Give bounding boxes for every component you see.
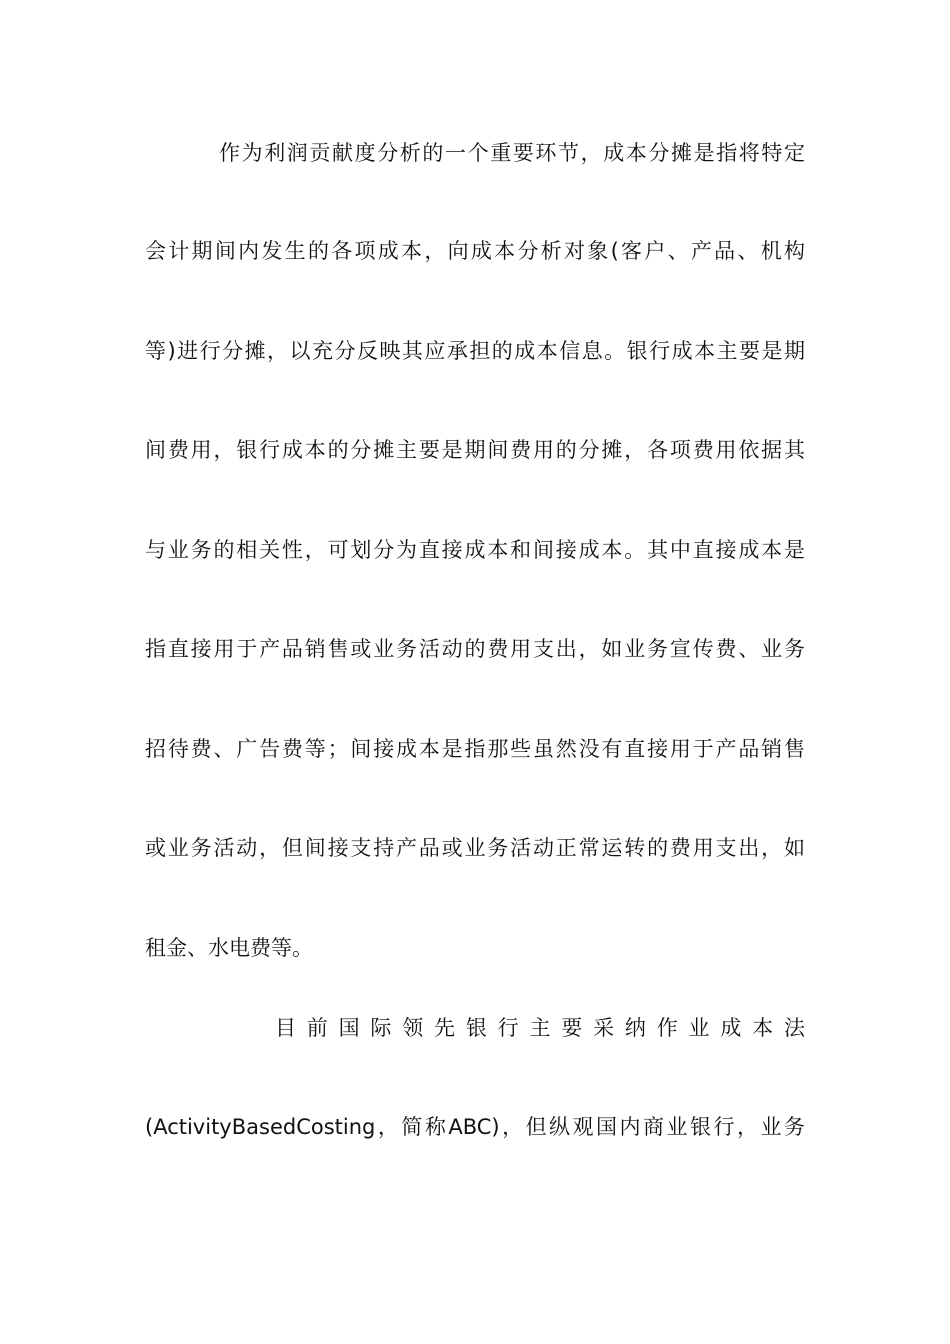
paragraph-1-line-3: 等)进行分摊，以充分反映其应承担的成本信息。银行成本主要是期: [145, 339, 805, 363]
paragraph-1-line-2: 会计期间内发生的各项成本，向成本分析对象(客户、产品、机构: [145, 239, 805, 263]
paragraph-2-line-1: 目前国际领先银行主要采纳作业成本法: [275, 1016, 805, 1040]
paragraph-2-line-2: (ActivityBasedCosting，简称ABC)，但纵观国内商业银行，业务: [145, 1115, 805, 1139]
paragraph-1-line-8: 或业务活动，但间接支持产品或业务活动正常运转的费用支出，如: [145, 836, 805, 860]
paragraph-1-line-9: 租金、水电费等。: [145, 936, 313, 960]
paragraph-1-line-7: 招待费、广告费等；间接成本是指那些虽然没有直接用于产品销售: [145, 737, 805, 761]
paragraph-1-line-1: 作为利润贡献度分析的一个重要环节，成本分摊是指将特定: [219, 141, 805, 165]
paragraph-1-line-4: 间费用，银行成本的分摊主要是期间费用的分摊，各项费用依据其: [145, 438, 805, 462]
paragraph-1-line-5: 与业务的相关性，可划分为直接成本和间接成本。其中直接成本是: [145, 538, 805, 562]
paragraph-1-line-6: 指直接用于产品销售或业务活动的费用支出，如业务宣传费、业务: [145, 637, 805, 661]
